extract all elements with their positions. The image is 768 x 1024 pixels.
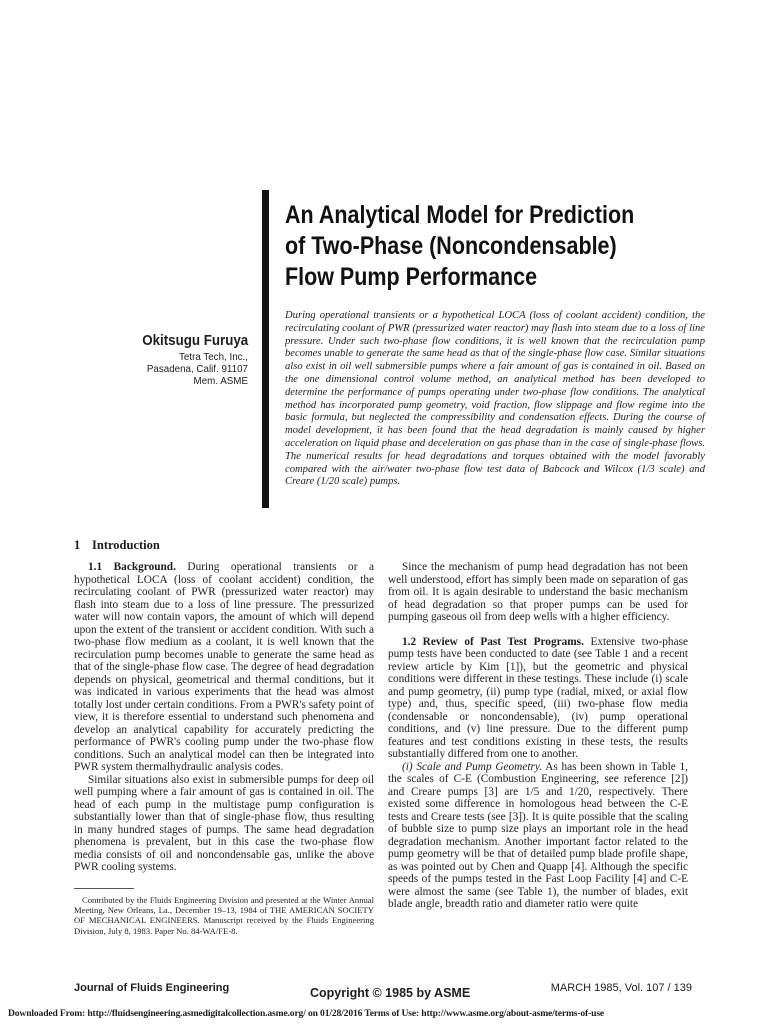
affiliation-line: Pasadena, Calif. 91107 — [146, 364, 248, 375]
author-name: Okitsugu Furuya — [141, 333, 248, 349]
footnote-rule — [74, 888, 134, 889]
download-notice: Downloaded From: http://fluidsengineering.asmedigitalcollection.asme.org/ on 01/28/2016 Terms of Use: http://www.asme.org/about-asme/terms-of-use — [8, 1008, 605, 1019]
affiliation-line: Mem. ASME — [193, 376, 248, 387]
footnote-text: Contributed by the Fluids Engineering Division and presented at the Winter Annual Meeting, New Orleans, La., December 19–13, 1984 of THE AMERICAN SOCIETY OF MECHANICAL ENGINEERS. Manuscript received by the Fluids Engineering Division, July 8, 1983. Paper No. 84-WA/FE-8. — [74, 895, 374, 936]
journal-name: Journal of Fluids Engineering — [74, 982, 230, 994]
title-line: Flow Pump Performance — [285, 263, 538, 291]
title-line: An Analytical Model for Prediction — [285, 201, 635, 229]
paragraph: Since the mechanism of pump head degradation has not been well understood, effort has simply been made on separation of gas from oil. It is again desirable to understand the basic mechanism of head degradation so that proper pumps can be used for pumping gaseous oil from deep wells with a higher efficiency. — [388, 561, 688, 623]
section-number: 1 — [74, 538, 81, 552]
paragraph: Similar situations also exist in submersible pumps for deep oil well pumping where a fair amount of gas is contained in oil. The head of each pump in the multistage pump configuration is substantially lower than that of single-phase flow, thus resulting in many hundred stages of pumps. The same head degradation phenomena is prevalent, but in this case the two-phase flow media consists of oil and noncondensable gas, unlike the above PWR cooling systems. — [74, 773, 374, 873]
issue-info: MARCH 1985, Vol. 107 / 139 — [550, 982, 692, 994]
copyright: Copyright © 1985 by ASME — [310, 986, 471, 1000]
paragraph-text: During operational transients or a hypothetical LOCA (loss of coolant accident) condition, the recirculating coolant of PWR (pressurized water reactor) may flash into steam due to a loss of line pressure. The pressurized water will now contain vapors, the amount of which will depend upon the extent of the transient or accident condition. With such a two-phase flow medium as a coolant, it is well known that the recirculation pump becomes unable to generate the same head as that of the single-phase flow case. The degree of head degradation depends on physical, geometrical and thermal conditions, but it was indicated in various experiments that the head was almost totally lost under certain conditions. From a PWR's safety point of view, it is therefore essential to understand such phenomena and develop an analytical capability for accurately predicting the performance of PWR's cooling pump under the two-phase flow conditions. Such an analytical model can then be integrated into PWR system thermalhydraulic analysis codes. — [74, 561, 374, 773]
subsection-label: 1.2 Review of Past Test Programs. — [402, 635, 584, 648]
paragraph — [388, 761, 688, 911]
paragraph-text: As has been shown in Table 1, the scales of C-E (Combustion Engineering, see reference [2]) and Creare pumps [3] are 1/5 and 1/20, respectively. There existed some difference in homologous head between the C-E tests and Creare tests (see [3]). It is quite possible that the scaling of bubble size to pump size plays an important role in the head degradation mechanism. Another important factor related to the pump geometry will be that of detailed pump blade profile shape, as was pointed out by Chen and Quapp [4]. Although the specific speeds of the pumps tested in the Fast Loop Facility [4] and C-E were almost the same (see Table 1), the number of blades, exit blade angle, breadth ratio and diameter ratio were quite — [388, 760, 688, 910]
subsection-label: 1.1 Background. — [88, 561, 176, 573]
section-title: Introduction — [92, 538, 160, 552]
paragraph-text: Extensive two-phase pump tests have been conducted to date (see Table 1 and a recent review article by Kim [1]), but the geometric and physical conditions were different in these testings. These include (i) scale and pump geometry, (ii) pump type (radial, mixed, or axial flow type) and, thus, specific speed, (iii) two-phase flow media (condensable or noncondensable), (iv) pump operational conditions, and (v) line pressure. Due to the different pump features and test conditions existing in these tests, the results substantially differed from one to another. — [388, 635, 688, 760]
title-line: of Two-Phase (Noncondensable) — [285, 232, 617, 260]
body-column-left — [74, 561, 374, 874]
author-affiliation — [147, 352, 248, 388]
subsubsection-label: (i) Scale and Pump Geometry. — [402, 760, 543, 773]
abstract: During operational transients or a hypothetical LOCA (loss of coolant accident) condition, the recirculating coolant of PWR (pressurized water reactor) may flash into steam due to a loss of line pressure. Under such two-phase flow conditions, it is well known that the recirculation pump becomes unable to generate the same head as that of the single-phase flow case. Similar situations also exist in oil well submersible pumps where a fair amount of gas is contained in oil. Based on the one dimensional control volume method, an analytical method has been developed to determine the performance of pumps operating under two-phase flow conditions. The analytical method has incorporated pump geometry, void fraction, flow slippage and flow regime into the basic formula, but neglected the compressibility and condensation effects. During the course of model development, it has been found that the head degradation is mainly caused by higher acceleration on liquid phase and deceleration on gas phase than in the case of single-phase flows. The numerical results for head degradations and torques obtained with the model favorably compared with the air/water two-phase flow test data of Babcock and Wilcox (1/3 scale) and Creare (1/20 scale) pumps. — [285, 310, 705, 488]
body-column-right — [388, 561, 688, 911]
paragraph — [388, 636, 688, 761]
footnote — [74, 895, 374, 936]
section-heading — [74, 538, 160, 553]
article-title — [285, 200, 663, 293]
paragraph — [74, 561, 374, 774]
title-rule — [262, 190, 269, 508]
affiliation-line: Tetra Tech, Inc., — [179, 352, 248, 363]
